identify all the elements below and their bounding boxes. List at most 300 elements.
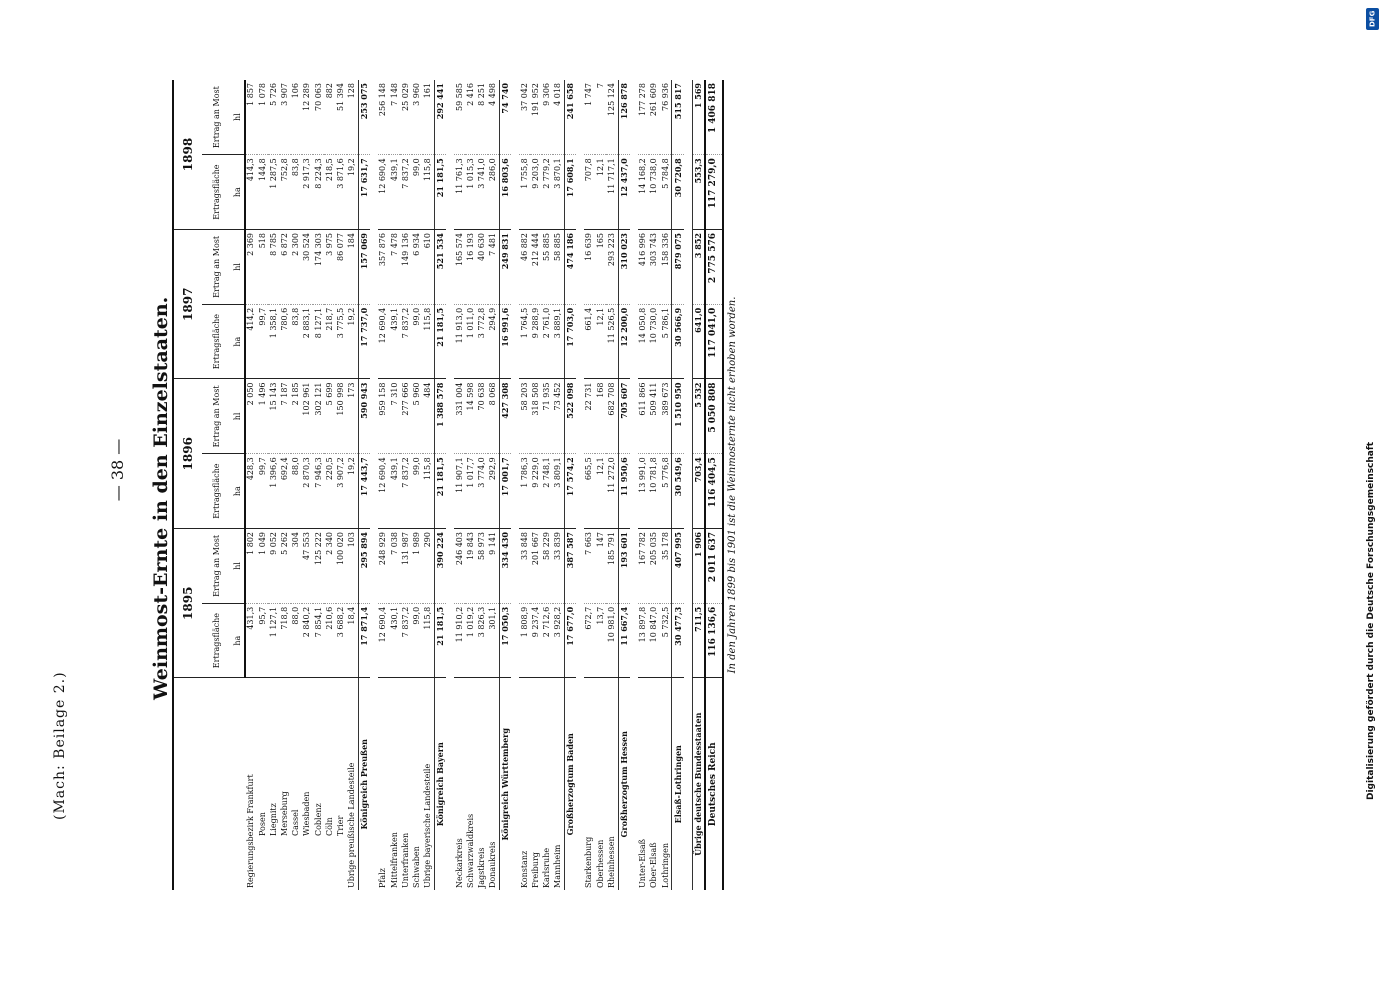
yield-value: 177 278 bbox=[638, 80, 649, 155]
yield-value: 40 630 bbox=[477, 230, 488, 305]
yield-value: 102 961 bbox=[302, 379, 313, 454]
area-header: Ertragsfläche bbox=[202, 304, 232, 379]
table-note: In den Jahren 1899 bis 1901 ist die Weinmosternte nicht erhoben worden. bbox=[723, 80, 742, 890]
yield-value: 1 747 bbox=[584, 80, 595, 155]
table-row bbox=[245, 80, 257, 890]
area-value: 8 127,1 bbox=[313, 304, 324, 379]
area-value: 294,9 bbox=[488, 304, 500, 379]
area-value: 7 946,3 bbox=[313, 454, 324, 529]
area-value: 3 741,0 bbox=[477, 155, 488, 230]
yield-header: Ertrag an Most bbox=[202, 529, 232, 604]
region-label: Liegnitz bbox=[268, 678, 279, 890]
area-value: 3 870,1 bbox=[553, 155, 565, 230]
region-label: Freiburg bbox=[530, 678, 541, 890]
yield-value: 126 878 bbox=[618, 80, 630, 155]
page-title: Weinmost-Ernte in den Einzelstaaten. bbox=[150, 296, 172, 700]
subtotal-row bbox=[358, 80, 370, 890]
region-label: Oberhessen bbox=[595, 678, 606, 890]
spacer-row bbox=[446, 80, 454, 890]
area-value: 3 809,1 bbox=[553, 454, 565, 529]
area-value: 2 870,3 bbox=[302, 454, 313, 529]
yield-value: 59 585 bbox=[454, 80, 465, 155]
table-row bbox=[595, 80, 606, 890]
area-value: 19,2 bbox=[347, 304, 359, 379]
area-value: 9 237,4 bbox=[530, 603, 541, 678]
yield-value: 521 534 bbox=[435, 230, 447, 305]
area-value: 439,1 bbox=[389, 454, 400, 529]
area-value: 2 840,2 bbox=[302, 603, 313, 678]
area-value: 2 779,2 bbox=[542, 155, 553, 230]
area-value: 83,8 bbox=[291, 304, 302, 379]
yield-value: 518 bbox=[257, 230, 268, 305]
area-value: 752,8 bbox=[280, 155, 291, 230]
yield-value: 8 251 bbox=[477, 80, 488, 155]
region-label: Elsaß-Lothringen bbox=[672, 678, 684, 890]
yield-value: 58 973 bbox=[477, 529, 488, 604]
area-value: 3 871,6 bbox=[336, 155, 347, 230]
yield-value: 191 952 bbox=[530, 80, 541, 155]
area-value: 117 041,0 bbox=[705, 304, 723, 379]
area-value: 3 907,2 bbox=[336, 454, 347, 529]
region-label: Deutsches Reich bbox=[705, 678, 723, 890]
table-row bbox=[347, 80, 359, 890]
area-value: 220,5 bbox=[324, 454, 335, 529]
yield-value: 7 187 bbox=[280, 379, 291, 454]
yield-value: 416 996 bbox=[638, 230, 649, 305]
yield-value: 2 416 bbox=[465, 80, 476, 155]
unit-hl: hl bbox=[232, 529, 245, 604]
area-value: 3 775,5 bbox=[336, 304, 347, 379]
table-row bbox=[477, 80, 488, 890]
area-value: 17 631,7 bbox=[358, 155, 370, 230]
table-row bbox=[584, 80, 595, 890]
yield-value: 295 894 bbox=[358, 529, 370, 604]
area-value: 1 015,3 bbox=[465, 155, 476, 230]
region-label: Schwarzwaldkreis bbox=[465, 678, 476, 890]
yield-value: 149 136 bbox=[400, 230, 411, 305]
yield-value: 165 bbox=[595, 230, 606, 305]
subtotal-row bbox=[672, 80, 684, 890]
yield-value: 201 667 bbox=[530, 529, 541, 604]
table-row bbox=[465, 80, 476, 890]
area-value: 99,0 bbox=[412, 603, 423, 678]
area-value: 14 168,2 bbox=[638, 155, 649, 230]
spacer-cell bbox=[370, 80, 378, 890]
yield-value: 1 078 bbox=[257, 80, 268, 155]
yield-value: 241 658 bbox=[564, 80, 576, 155]
yield-value: 2 340 bbox=[324, 529, 335, 604]
unit-ha: ha bbox=[232, 454, 245, 529]
yield-value: 2 369 bbox=[245, 230, 257, 305]
area-value: 703,4 bbox=[692, 454, 705, 529]
area-value: 115,8 bbox=[423, 155, 435, 230]
area-value: 286,0 bbox=[488, 155, 500, 230]
area-value: 12 690,4 bbox=[378, 454, 389, 529]
subtotal-row bbox=[435, 80, 447, 890]
yield-value: 7 478 bbox=[389, 230, 400, 305]
area-value: 1 358,1 bbox=[268, 304, 279, 379]
yield-value: 71 935 bbox=[542, 379, 553, 454]
yield-value: 2 775 576 bbox=[705, 230, 723, 305]
region-label: Königreich Preußen bbox=[358, 678, 370, 890]
yield-value: 165 574 bbox=[454, 230, 465, 305]
area-value: 218,5 bbox=[324, 155, 335, 230]
yield-value: 100 020 bbox=[336, 529, 347, 604]
yield-value: 2 050 bbox=[245, 379, 257, 454]
region-label: Mannheim bbox=[553, 678, 565, 890]
dfg-logo: DFG bbox=[1366, 8, 1379, 30]
yield-value: 6 872 bbox=[280, 230, 291, 305]
yield-value: 7 148 bbox=[389, 80, 400, 155]
area-value: 7 854,1 bbox=[313, 603, 324, 678]
yield-value: 331 004 bbox=[454, 379, 465, 454]
area-value: 30 477,3 bbox=[672, 603, 684, 678]
area-header: Ertragsfläche bbox=[202, 603, 232, 678]
area-value: 661,4 bbox=[584, 304, 595, 379]
yield-value: 7 bbox=[595, 80, 606, 155]
yield-value: 248 929 bbox=[378, 529, 389, 604]
region-label: Karlsruhe bbox=[542, 678, 553, 890]
area-value: 5 784,8 bbox=[660, 155, 672, 230]
area-value: 11 907,1 bbox=[454, 454, 465, 529]
yield-value: 3 960 bbox=[412, 80, 423, 155]
yield-value: 73 452 bbox=[553, 379, 565, 454]
area-value: 21 181,5 bbox=[435, 603, 447, 678]
area-value: 99,0 bbox=[412, 454, 423, 529]
table-row bbox=[488, 80, 500, 890]
yield-value: 58 203 bbox=[519, 379, 530, 454]
area-value: 1 017,7 bbox=[465, 454, 476, 529]
area-value: 10 781,8 bbox=[649, 454, 660, 529]
yield-value: 19 843 bbox=[465, 529, 476, 604]
area-value: 1 786,3 bbox=[519, 454, 530, 529]
spacer-row bbox=[684, 80, 693, 890]
yield-value: 33 848 bbox=[519, 529, 530, 604]
area-value: 439,1 bbox=[389, 304, 400, 379]
yield-value: 9 141 bbox=[488, 529, 500, 604]
yield-value: 51 394 bbox=[336, 80, 347, 155]
yield-value: 46 882 bbox=[519, 230, 530, 305]
area-value: 17 703,0 bbox=[564, 304, 576, 379]
region-label: Posen bbox=[257, 678, 268, 890]
region-label: Königreich Bayern bbox=[435, 678, 447, 890]
area-value: 7 837,2 bbox=[400, 155, 411, 230]
yield-value: 30 524 bbox=[302, 230, 313, 305]
yield-value: 1 569 bbox=[692, 80, 705, 155]
yield-value: 959 158 bbox=[378, 379, 389, 454]
yield-header: Ertrag an Most bbox=[202, 230, 232, 305]
table-row bbox=[542, 80, 553, 890]
yield-value: 1 989 bbox=[412, 529, 423, 604]
area-value: 210,6 bbox=[324, 603, 335, 678]
yield-value: 7 481 bbox=[488, 230, 500, 305]
area-value: 11 272,0 bbox=[606, 454, 618, 529]
yield-value: 2 300 bbox=[291, 230, 302, 305]
region-label: Großherzogtum Hessen bbox=[618, 678, 630, 890]
yield-value: 4 018 bbox=[553, 80, 565, 155]
year-header: 1896 bbox=[173, 379, 202, 529]
area-value: 10 847,0 bbox=[649, 603, 660, 678]
yield-value: 168 bbox=[595, 379, 606, 454]
year-header-row bbox=[173, 80, 202, 890]
area-value: 553,3 bbox=[692, 155, 705, 230]
area-value: 428,3 bbox=[245, 454, 257, 529]
yield-value: 1 496 bbox=[257, 379, 268, 454]
area-value: 12 690,4 bbox=[378, 155, 389, 230]
area-value: 9 203,0 bbox=[530, 155, 541, 230]
area-value: 718,8 bbox=[280, 603, 291, 678]
table-row bbox=[454, 80, 465, 890]
area-value: 88,0 bbox=[291, 454, 302, 529]
yield-value: 125 124 bbox=[606, 80, 618, 155]
yield-header: Ertrag an Most bbox=[202, 80, 232, 155]
region-header bbox=[173, 678, 245, 890]
area-value: 1 019,2 bbox=[465, 603, 476, 678]
subtotal-row bbox=[564, 80, 576, 890]
yield-value: 22 731 bbox=[584, 379, 595, 454]
yield-value: 246 403 bbox=[454, 529, 465, 604]
area-value: 2 883,1 bbox=[302, 304, 313, 379]
area-value: 2 761,0 bbox=[542, 304, 553, 379]
area-value: 99,0 bbox=[412, 304, 423, 379]
yield-value: 15 143 bbox=[268, 379, 279, 454]
area-value: 18,4 bbox=[347, 603, 359, 678]
area-value: 13 897,8 bbox=[638, 603, 649, 678]
yield-value: 1 802 bbox=[245, 529, 257, 604]
yield-value: 58 885 bbox=[553, 230, 565, 305]
yield-value: 682 708 bbox=[606, 379, 618, 454]
yield-value: 290 bbox=[423, 529, 435, 604]
yield-value: 185 791 bbox=[606, 529, 618, 604]
area-value: 17 608,1 bbox=[564, 155, 576, 230]
yield-value: 167 782 bbox=[638, 529, 649, 604]
yield-value: 12 289 bbox=[302, 80, 313, 155]
yield-value: 125 222 bbox=[313, 529, 324, 604]
area-value: 12,1 bbox=[595, 454, 606, 529]
yield-value: 184 bbox=[347, 230, 359, 305]
region-label: Cöln bbox=[324, 678, 335, 890]
spacer-cell bbox=[446, 80, 454, 890]
region-label: Schwaben bbox=[412, 678, 423, 890]
area-value: 7 837,2 bbox=[400, 454, 411, 529]
area-value: 10 738,0 bbox=[649, 155, 660, 230]
table-row bbox=[291, 80, 302, 890]
region-label: Jagstkreis bbox=[477, 678, 488, 890]
area-value: 17 871,4 bbox=[358, 603, 370, 678]
yield-value: 6 934 bbox=[412, 230, 423, 305]
yield-value: 35 178 bbox=[660, 529, 672, 604]
yield-value: 318 508 bbox=[530, 379, 541, 454]
yield-value: 261 609 bbox=[649, 80, 660, 155]
yield-value: 515 817 bbox=[672, 80, 684, 155]
area-value: 707,8 bbox=[584, 155, 595, 230]
region-label: Rheinhessen bbox=[606, 678, 618, 890]
yield-value: 879 075 bbox=[672, 230, 684, 305]
yield-value: 70 063 bbox=[313, 80, 324, 155]
yield-value: 357 876 bbox=[378, 230, 389, 305]
yield-value: 292 441 bbox=[435, 80, 447, 155]
region-label: Trier bbox=[336, 678, 347, 890]
area-value: 11 913,0 bbox=[454, 304, 465, 379]
area-value: 10 730,0 bbox=[649, 304, 660, 379]
note-row bbox=[723, 80, 742, 890]
beilage-caption: (Mach: Beilage 2.) bbox=[52, 671, 68, 820]
area-value: 21 181,5 bbox=[435, 155, 447, 230]
area-value: 9 229,0 bbox=[530, 454, 541, 529]
area-value: 17 574,2 bbox=[564, 454, 576, 529]
unit-hl: hl bbox=[232, 230, 245, 305]
page-number: — 38 — bbox=[108, 438, 127, 502]
area-value: 8 224,3 bbox=[313, 155, 324, 230]
yield-value: 106 bbox=[291, 80, 302, 155]
yield-value: 7 038 bbox=[389, 529, 400, 604]
area-value: 3 826,3 bbox=[477, 603, 488, 678]
yield-value: 5 532 bbox=[692, 379, 705, 454]
region-label: Ober-Elsaß bbox=[649, 678, 660, 890]
area-value: 10 981,0 bbox=[606, 603, 618, 678]
table-row bbox=[280, 80, 291, 890]
subtotal-row bbox=[692, 80, 705, 890]
yield-value: 302 121 bbox=[313, 379, 324, 454]
area-value: 11 910,2 bbox=[454, 603, 465, 678]
area-header: Ertragsfläche bbox=[202, 454, 232, 529]
yield-value: 1 906 bbox=[692, 529, 705, 604]
yield-value: 427 308 bbox=[499, 379, 511, 454]
yield-value: 304 bbox=[291, 529, 302, 604]
yield-value: 3 907 bbox=[280, 80, 291, 155]
yield-value: 390 224 bbox=[435, 529, 447, 604]
area-value: 12 437,0 bbox=[618, 155, 630, 230]
yield-value: 157 069 bbox=[358, 230, 370, 305]
area-value: 414,3 bbox=[245, 155, 257, 230]
area-value: 11 717,1 bbox=[606, 155, 618, 230]
area-value: 30 549,6 bbox=[672, 454, 684, 529]
region-label: Mittelfranken bbox=[389, 678, 400, 890]
area-value: 99,7 bbox=[257, 304, 268, 379]
region-label: Übrige preußische Landesteile bbox=[347, 678, 359, 890]
yield-value: 3 975 bbox=[324, 230, 335, 305]
spacer-cell bbox=[511, 80, 519, 890]
yield-value: 3 852 bbox=[692, 230, 705, 305]
yield-value: 131 987 bbox=[400, 529, 411, 604]
yield-value: 25 029 bbox=[400, 80, 411, 155]
area-value: 665,5 bbox=[584, 454, 595, 529]
yield-value: 484 bbox=[423, 379, 435, 454]
area-value: 672,7 bbox=[584, 603, 595, 678]
yield-value: 37 042 bbox=[519, 80, 530, 155]
table-row bbox=[530, 80, 541, 890]
area-value: 12 690,4 bbox=[378, 603, 389, 678]
yield-value: 1 510 950 bbox=[672, 379, 684, 454]
area-value: 17 443,7 bbox=[358, 454, 370, 529]
area-value: 115,8 bbox=[423, 304, 435, 379]
area-value: 16 991,6 bbox=[499, 304, 511, 379]
table-row bbox=[336, 80, 347, 890]
yield-value: 407 995 bbox=[672, 529, 684, 604]
region-label: Übrige bayerische Landesteile bbox=[423, 678, 435, 890]
area-header: Ertragsfläche bbox=[202, 155, 232, 230]
region-label: Neckarkreis bbox=[454, 678, 465, 890]
yield-value: 249 831 bbox=[499, 230, 511, 305]
area-value: 11 667,4 bbox=[618, 603, 630, 678]
table-row bbox=[400, 80, 411, 890]
yield-value: 55 885 bbox=[542, 230, 553, 305]
area-value: 17 050,3 bbox=[499, 603, 511, 678]
spacer-row bbox=[630, 80, 638, 890]
table-row bbox=[412, 80, 423, 890]
yield-value: 610 bbox=[423, 230, 435, 305]
yield-value: 256 148 bbox=[378, 80, 389, 155]
harvest-table bbox=[172, 80, 742, 890]
yield-value: 1 049 bbox=[257, 529, 268, 604]
yield-value: 193 601 bbox=[618, 529, 630, 604]
yield-value: 9 052 bbox=[268, 529, 279, 604]
year-header: 1895 bbox=[173, 529, 202, 679]
area-value: 12,1 bbox=[595, 304, 606, 379]
yield-value: 474 186 bbox=[564, 230, 576, 305]
yield-value: 74 740 bbox=[499, 80, 511, 155]
region-label: Konstanz bbox=[519, 678, 530, 890]
yield-value: 9 306 bbox=[542, 80, 553, 155]
unit-ha: ha bbox=[232, 155, 245, 230]
yield-value: 8 785 bbox=[268, 230, 279, 305]
yield-value: 173 bbox=[347, 379, 359, 454]
yield-value: 509 411 bbox=[649, 379, 660, 454]
yield-value: 16 193 bbox=[465, 230, 476, 305]
area-value: 3 772,8 bbox=[477, 304, 488, 379]
yield-value: 611 866 bbox=[638, 379, 649, 454]
yield-value: 4 498 bbox=[488, 80, 500, 155]
area-value: 12,1 bbox=[595, 155, 606, 230]
yield-value: 16 639 bbox=[584, 230, 595, 305]
area-value: 14 050,8 bbox=[638, 304, 649, 379]
yield-value: 150 998 bbox=[336, 379, 347, 454]
area-value: 116 136,6 bbox=[705, 603, 723, 678]
area-value: 116 404,5 bbox=[705, 454, 723, 529]
yield-value: 2 185 bbox=[291, 379, 302, 454]
area-value: 3 688,2 bbox=[336, 603, 347, 678]
table-row bbox=[257, 80, 268, 890]
yield-value: 33 839 bbox=[553, 529, 565, 604]
region-label: Pfalz bbox=[378, 678, 389, 890]
yield-value: 70 638 bbox=[477, 379, 488, 454]
yield-value: 387 587 bbox=[564, 529, 576, 604]
yield-value: 47 553 bbox=[302, 529, 313, 604]
area-value: 218,7 bbox=[324, 304, 335, 379]
yield-value: 5 726 bbox=[268, 80, 279, 155]
area-value: 115,8 bbox=[423, 454, 435, 529]
area-value: 9 288,9 bbox=[530, 304, 541, 379]
area-value: 641,0 bbox=[692, 304, 705, 379]
yield-value: 522 098 bbox=[564, 379, 576, 454]
yield-value: 310 023 bbox=[618, 230, 630, 305]
area-value: 1 764,5 bbox=[519, 304, 530, 379]
region-label: Starkenburg bbox=[584, 678, 595, 890]
yield-value: 5 960 bbox=[412, 379, 423, 454]
area-value: 2 748,1 bbox=[542, 454, 553, 529]
subtotal-row bbox=[499, 80, 511, 890]
unit-ha: ha bbox=[232, 304, 245, 379]
area-value: 5 786,1 bbox=[660, 304, 672, 379]
table-row bbox=[378, 80, 389, 890]
unit-ha: ha bbox=[232, 603, 245, 678]
area-value: 21 181,5 bbox=[435, 454, 447, 529]
area-value: 19,2 bbox=[347, 454, 359, 529]
region-label: Wiesbaden bbox=[302, 678, 313, 890]
area-value: 12 690,4 bbox=[378, 304, 389, 379]
yield-value: 303 743 bbox=[649, 230, 660, 305]
area-value: 13,7 bbox=[595, 603, 606, 678]
